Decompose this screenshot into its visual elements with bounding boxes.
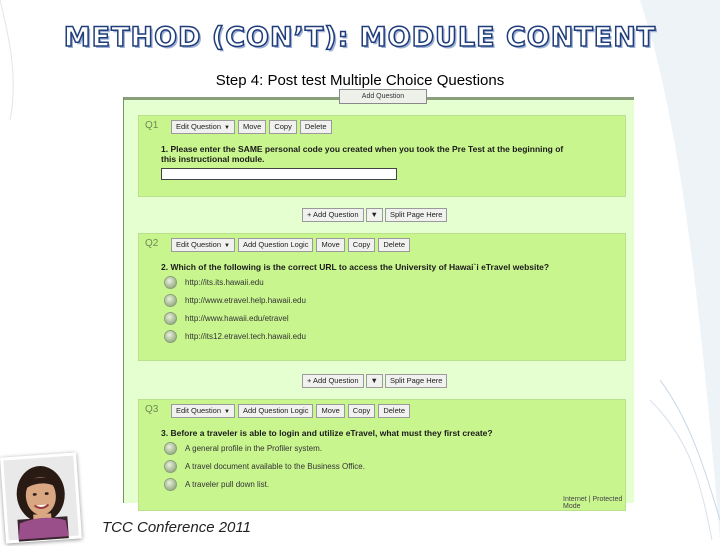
question-insert-bar [302, 208, 447, 222]
answer-option-label: http://www.hawaii.edu/etravel [185, 314, 289, 323]
slide-title: METHOD (CON’T): MODULE CONTENT [63, 22, 657, 53]
radio-button[interactable] [164, 330, 177, 343]
chevron-down-icon: ▼ [224, 125, 230, 131]
question-panel-q2 [138, 233, 626, 361]
add-question-logic-button[interactable]: Add Question Logic [238, 404, 313, 418]
personal-code-input[interactable] [161, 168, 397, 180]
copy-button[interactable]: Copy [348, 238, 376, 252]
slide-subtitle: Step 4: Post test Multiple Choice Questions [215, 72, 505, 89]
answer-option[interactable] [164, 460, 365, 473]
add-question-button[interactable]: + Add Question [302, 374, 364, 388]
presenter-photo [0, 452, 82, 543]
question-text-line1: 1. Please enter the SAME personal code you created when you took the Pre Test at the beginning of [161, 144, 564, 154]
footer-caption: TCC Conference 2011 [102, 519, 251, 536]
add-question-dropdown[interactable]: ▼ [366, 374, 383, 388]
move-button[interactable]: Move [316, 404, 344, 418]
copy-button[interactable]: Copy [348, 404, 376, 418]
edit-question-button[interactable]: Edit Question ▼ [171, 238, 235, 252]
answer-option-label: http://its12.etravel.tech.hawaii.edu [185, 332, 306, 341]
question-toolbar [171, 120, 332, 134]
question-panel-q1 [138, 115, 626, 197]
copy-button[interactable]: Copy [269, 120, 297, 134]
radio-button[interactable] [164, 460, 177, 473]
answer-option[interactable] [164, 442, 322, 455]
answer-option[interactable] [164, 312, 289, 325]
answer-option[interactable] [164, 294, 306, 307]
delete-button[interactable]: Delete [300, 120, 332, 134]
answer-option-label: A traveler pull down list. [185, 480, 270, 489]
question-text-line2: this instructional module. [161, 154, 265, 164]
move-button[interactable]: Move [238, 120, 266, 134]
question-toolbar [171, 404, 410, 418]
radio-button[interactable] [164, 312, 177, 325]
add-question-logic-button[interactable]: Add Question Logic [238, 238, 313, 252]
edit-question-button[interactable]: Edit Question ▼ [171, 120, 235, 134]
question-number: Q2 [145, 238, 159, 249]
answer-option[interactable] [164, 478, 269, 491]
split-page-button[interactable]: Split Page Here [385, 208, 448, 222]
status-text: Internet | Protected Mode [563, 496, 623, 510]
answer-option-label: http://www.etravel.help.hawaii.edu [185, 296, 306, 305]
question-toolbar [171, 238, 410, 252]
answer-option[interactable] [164, 330, 306, 343]
add-question-top-label: Add Question [361, 93, 405, 100]
question-text-line1: 3. Before a traveler is able to login and utilize eTravel, what must they first create? [161, 428, 493, 438]
add-question-button[interactable]: + Add Question [302, 208, 364, 222]
delete-button[interactable]: Delete [378, 404, 410, 418]
edit-question-button[interactable]: Edit Question ▼ [171, 404, 235, 418]
radio-button[interactable] [164, 294, 177, 307]
presenter-portrait-image [3, 456, 78, 541]
split-page-button[interactable]: Split Page Here [385, 374, 448, 388]
add-question-dropdown[interactable]: ▼ [366, 208, 383, 222]
answer-option[interactable] [164, 276, 264, 289]
question-text-line1: 2. Which of the following is the correct URL to access the University of Hawai`i eTravel website? [161, 262, 550, 272]
chevron-down-icon: ▼ [224, 409, 230, 415]
answer-option-label: A general profile in the Profiler system. [185, 444, 322, 453]
question-number: Q1 [145, 120, 159, 131]
answer-option-label: A travel document available to the Business Office. [185, 462, 365, 471]
delete-button[interactable]: Delete [378, 238, 410, 252]
move-button[interactable]: Move [316, 238, 344, 252]
survey-editor-screenshot [123, 93, 634, 503]
answer-option-label: http://its.its.hawaii.edu [185, 278, 264, 287]
chevron-down-icon: ▼ [224, 243, 230, 249]
browser-status-bar [123, 492, 633, 510]
question-number: Q3 [145, 404, 159, 415]
radio-button[interactable] [164, 276, 177, 289]
radio-button[interactable] [164, 478, 177, 491]
radio-button[interactable] [164, 442, 177, 455]
add-question-top-button[interactable] [339, 89, 427, 104]
question-insert-bar [302, 374, 447, 388]
